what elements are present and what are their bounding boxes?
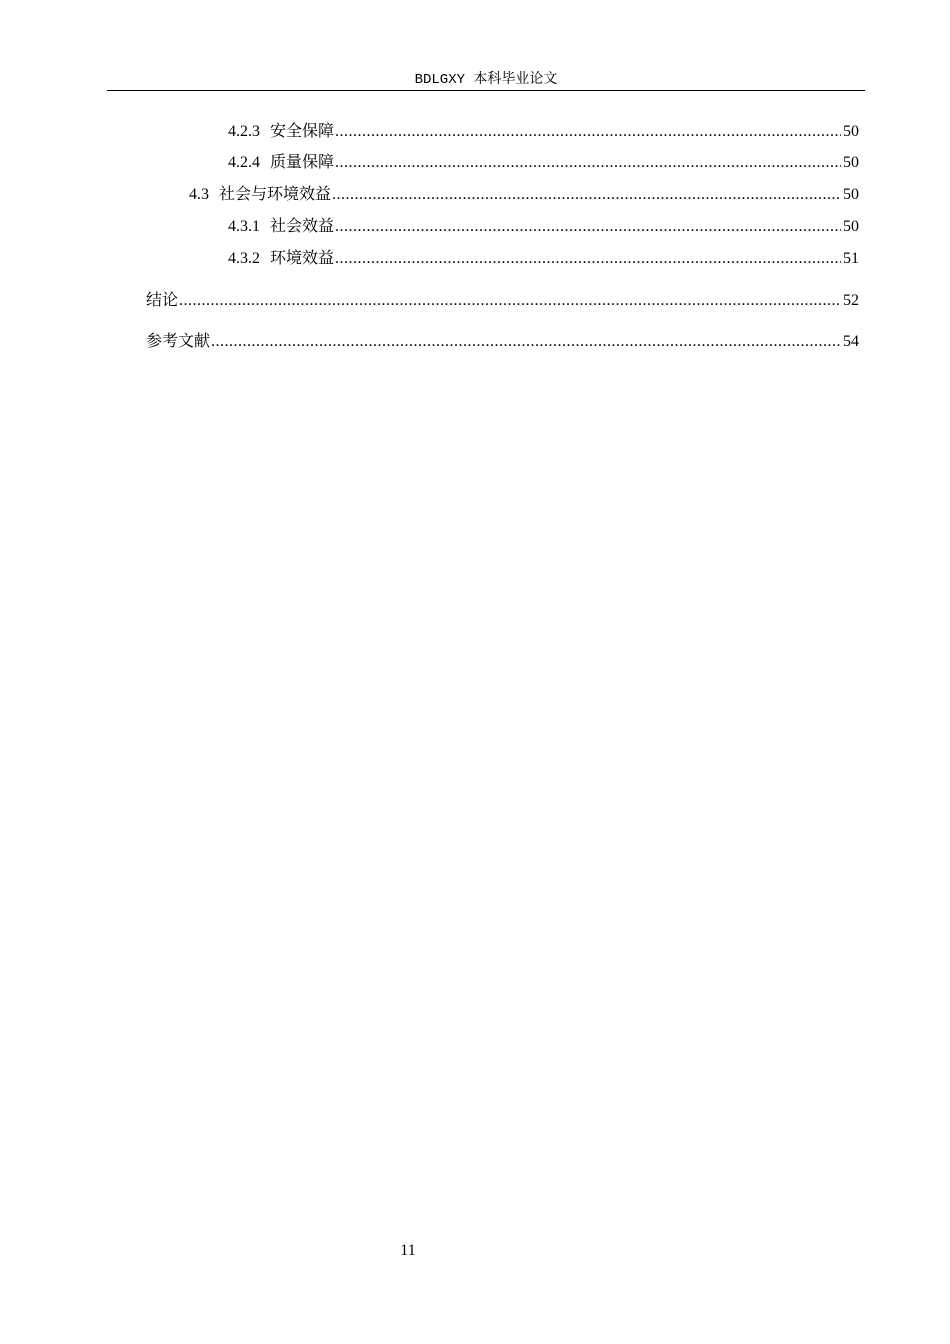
header-rule (107, 90, 865, 91)
toc-entry-page: 51 (843, 250, 859, 267)
toc-entry-page: 50 (843, 186, 859, 203)
toc-dot-leader (335, 152, 841, 174)
toc-entry-title: 结论 (146, 290, 179, 309)
toc-entry-page: 52 (843, 292, 859, 309)
toc-entry-number: 4.3.1 (228, 218, 260, 235)
toc-entry-number: 4.3.2 (228, 250, 260, 267)
toc-entry-title: 社会效益 (270, 216, 335, 235)
toc-dot-leader (335, 248, 841, 270)
toc-entry-page: 50 (843, 123, 859, 140)
toc-dot-leader (179, 290, 841, 312)
toc-entry-conclusion[interactable] (146, 289, 859, 312)
toc-entry-title: 参考文献 (146, 331, 211, 350)
toc-entry-page: 50 (843, 218, 859, 235)
toc-dot-leader (335, 216, 841, 238)
toc-entry-number: 4.2.4 (228, 154, 260, 171)
toc-entry-number: 4.2.3 (228, 123, 260, 140)
toc-entry-4-3[interactable] (189, 183, 859, 206)
toc-dot-leader (211, 331, 841, 353)
toc-entry-title: 社会与环境效益 (219, 184, 332, 203)
toc-entry-number: 4.3 (189, 186, 209, 203)
running-header: BDLGXY 本科毕业论文 (414, 72, 558, 88)
toc-entry-title: 环境效益 (270, 248, 335, 267)
toc-entry-references[interactable] (146, 330, 859, 353)
toc-dot-leader (335, 121, 841, 143)
toc-entry-page: 50 (843, 154, 859, 171)
page-number: 11 (400, 1242, 416, 1259)
toc-entry-4-2-3[interactable] (228, 120, 859, 143)
toc-entry-4-2-4[interactable] (228, 151, 859, 174)
toc-entry-4-3-1[interactable] (228, 215, 859, 238)
toc-entry-page: 54 (843, 333, 859, 350)
toc-entry-4-3-2[interactable] (228, 247, 859, 270)
toc-entry-title: 安全保障 (270, 121, 335, 140)
toc-entry-title: 质量保障 (270, 152, 335, 171)
toc-dot-leader (332, 184, 841, 206)
